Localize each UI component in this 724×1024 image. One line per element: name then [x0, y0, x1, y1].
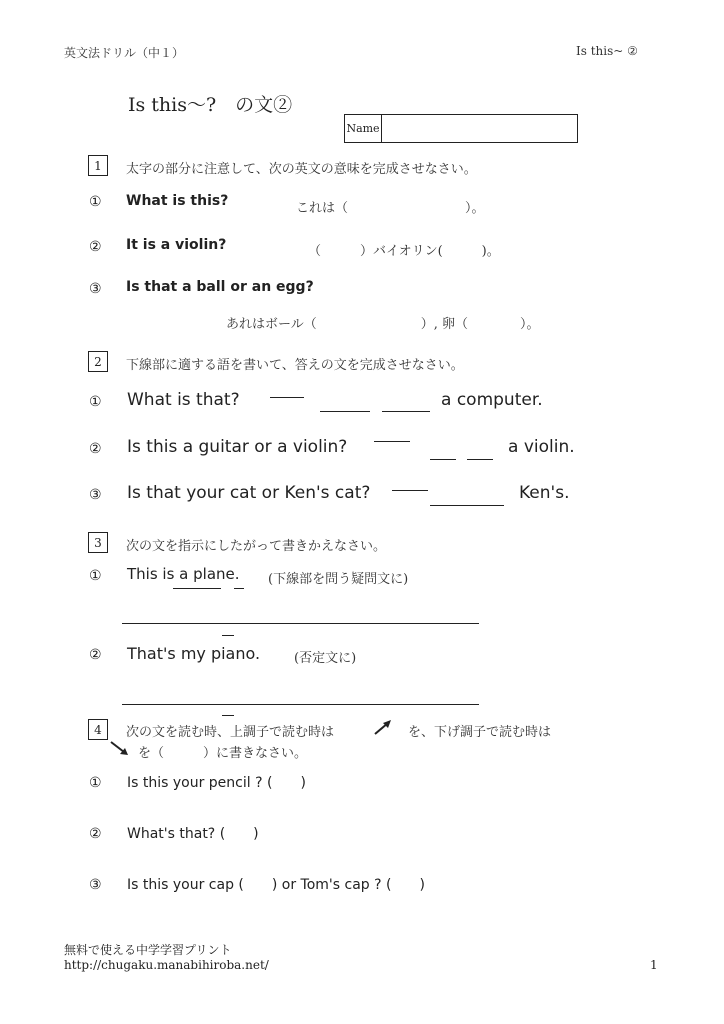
s1-item2-japanese: （ ）バイオリン( )。 — [308, 244, 500, 259]
s3-item2-direction: (否定文に) — [294, 651, 357, 666]
s2-item2-mark: ② — [89, 441, 102, 457]
dash-line — [270, 397, 304, 398]
s4-item1-sentence: Is this your pencil ? ( ) — [127, 775, 306, 791]
section-4-number: 4 — [88, 719, 108, 740]
s3-item1-direction: (下線部を問う疑問文に) — [268, 572, 409, 587]
s2-item3-mark: ③ — [89, 487, 102, 503]
s3-item2-mark: ② — [89, 647, 102, 663]
footer-url[interactable]: http://chugaku.manabihiroba.net/ — [64, 958, 269, 972]
underline-mark — [222, 635, 234, 636]
answer-blank[interactable] — [430, 505, 504, 506]
s3-item1-sentence: This is a plane. — [127, 565, 240, 583]
s4-item2-mark: ② — [89, 826, 102, 842]
s1-item2-english: It is a violin? — [126, 237, 227, 253]
section-4-instruction-c: を（ ）に書きなさい。 — [138, 746, 308, 761]
section-4-instruction-a: 次の文を読む時、上調子で読む時は — [126, 725, 335, 740]
s3-item1-mark: ① — [89, 568, 102, 584]
section-4-instruction-b: を、下げ調子で読む時は — [408, 725, 552, 740]
answer-blank[interactable] — [430, 459, 456, 460]
header-right: Is this~ ② — [576, 44, 638, 58]
s2-item1-question: What is that? — [127, 390, 240, 410]
s1-item1-english: What is this? — [126, 193, 229, 209]
s1-item1-japanese: これは（ ）。 — [296, 201, 485, 216]
s2-item2-answer-end: a violin. — [508, 437, 575, 457]
dash-line — [392, 490, 428, 491]
dash-line — [374, 441, 410, 442]
name-box[interactable] — [344, 114, 578, 143]
s1-item3-japanese: あれはボール（ ）, 卵（ ）。 — [226, 317, 540, 332]
s2-item2-question: Is this a guitar or a violin? — [127, 437, 348, 457]
section-2-instruction: 下線部に適する語を書いて、答えの文を完成させなさい。 — [126, 358, 464, 373]
s2-item1-answer-end: a computer. — [441, 390, 543, 410]
answer-blank[interactable] — [320, 411, 370, 412]
section-3-instruction: 次の文を指示にしたがって書きかえなさい。 — [126, 539, 387, 554]
header-left: 英文法ドリル（中１） — [64, 46, 185, 60]
section-1-instruction: 太字の部分に注意して、次の英文の意味を完成させなさい。 — [126, 162, 477, 177]
answer-blank[interactable] — [382, 411, 430, 412]
section-3-number: 3 — [88, 532, 108, 553]
rising-arrow-icon — [372, 719, 394, 737]
underline-mark — [173, 588, 221, 589]
s2-item3-question: Is that your cat or Ken's cat? — [127, 483, 371, 503]
underline-mark — [222, 715, 234, 716]
page-number: 1 — [650, 958, 658, 972]
underline-mark — [234, 588, 244, 589]
page-title: Is this～? の文② — [128, 94, 293, 116]
answer-blank[interactable] — [467, 459, 493, 460]
s4-item3-mark: ③ — [89, 877, 102, 893]
falling-arrow-icon — [108, 739, 130, 757]
s4-item2-sentence: What's that? ( ) — [127, 826, 259, 842]
section-1-number: 1 — [88, 155, 108, 176]
s4-item3-sentence: Is this your cap ( ) or Tom's cap ? ( ) — [127, 877, 425, 893]
s2-item3-answer-end: Ken's. — [519, 483, 570, 503]
s2-item1-mark: ① — [89, 394, 102, 410]
s1-item3-english: Is that a ball or an egg? — [126, 279, 314, 295]
s4-item1-mark: ① — [89, 775, 102, 791]
s1-item2-mark: ② — [89, 239, 102, 255]
writing-line[interactable] — [122, 704, 479, 705]
section-2-number: 2 — [88, 351, 108, 372]
s1-item1-mark: ① — [89, 194, 102, 210]
footer-title: 無料で使える中学学習プリント — [64, 943, 232, 957]
s1-item3-mark: ③ — [89, 281, 102, 297]
s3-item2-sentence: That's my piano. — [127, 644, 261, 663]
writing-line[interactable] — [122, 623, 479, 624]
name-label: Name — [345, 115, 382, 142]
